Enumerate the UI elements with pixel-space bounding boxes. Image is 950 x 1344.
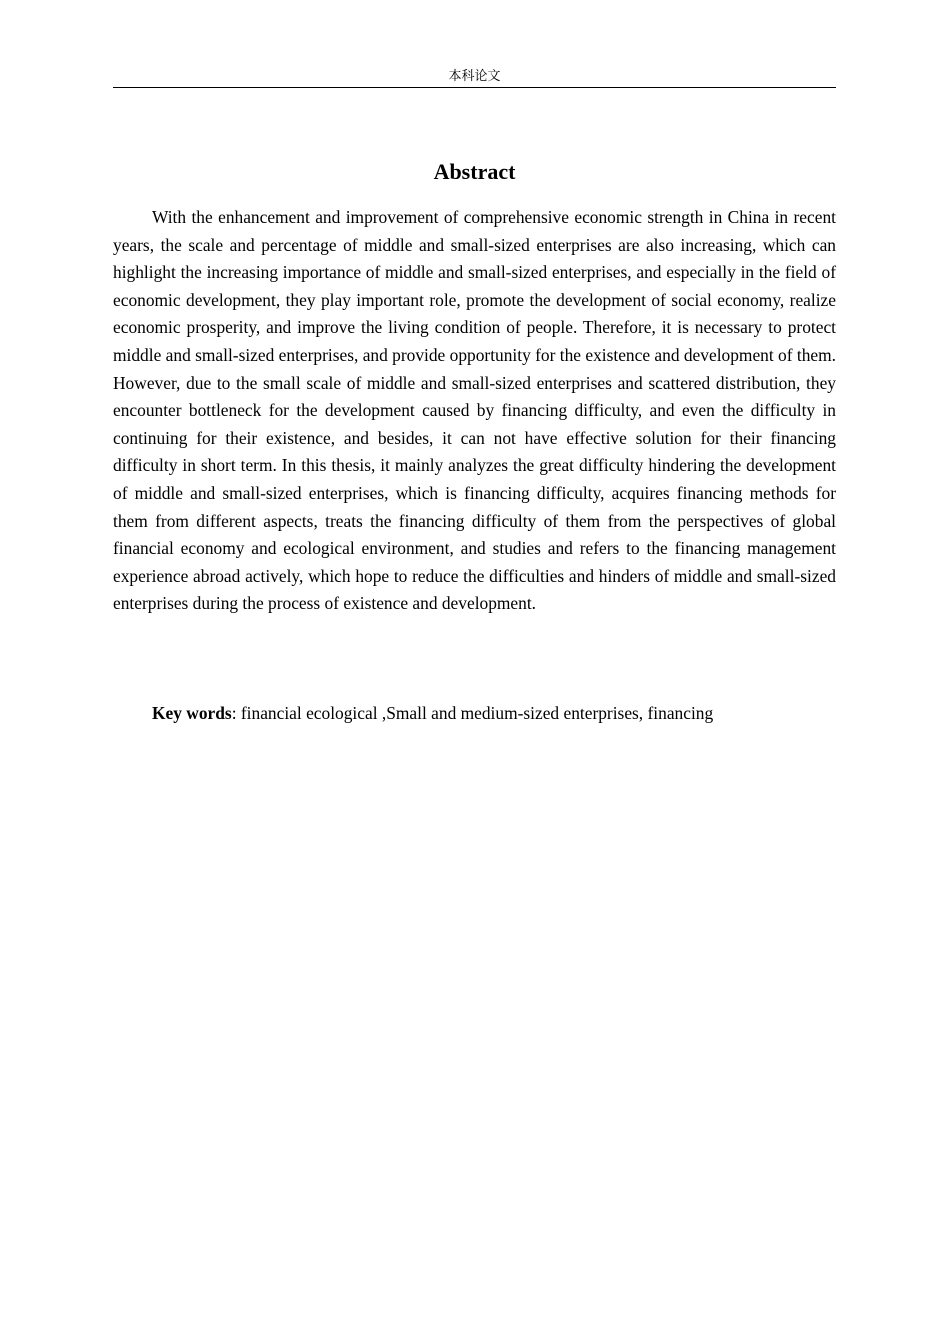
running-header (113, 68, 836, 88)
keywords-separator: : (231, 703, 241, 723)
keywords-text: financial ecological ,Small and medium-sized enterprises, financing (240, 703, 714, 723)
abstract-title: Abstract (433, 159, 516, 184)
abstract-body: With the enhancement and improvement of comprehensive economic strength in China in recent years, the scale and percentage of middle and small-sized enterprises are also increasing, which can highlight the increasing importance of middle and small-sized enterprises, and especially in the field of economic development, they play important role, promote the development of social economy, realize economic prosperity, and improve the living condition of people. Therefore, it is necessary to protect middle and small-sized enterprises, and provide opportunity for the existence and development of them. However, due to the small scale of middle and small-sized enterprises and scattered distribution, they encounter bottleneck for the development caused by financing difficulty, and even the difficulty in continuing for their existence, and besides, it can not have effective solution for their financing difficulty in short term. In this thesis, it mainly analyzes the great difficulty hindering the development of middle and small-sized enterprises, which is financing difficulty, acquires financing methods for them from different aspects, treats the financing difficulty of them from the perspectives of global financial economy and ecological environment, and studies and refers to the financing management experience abroad actively, which hope to reduce the difficulties and hinders of middle and small-sized enterprises during the process of existence and development. (113, 207, 836, 614)
keywords-line (113, 700, 836, 728)
keywords-label: Key words (152, 703, 232, 723)
running-header-text: 本科论文 (448, 69, 501, 84)
